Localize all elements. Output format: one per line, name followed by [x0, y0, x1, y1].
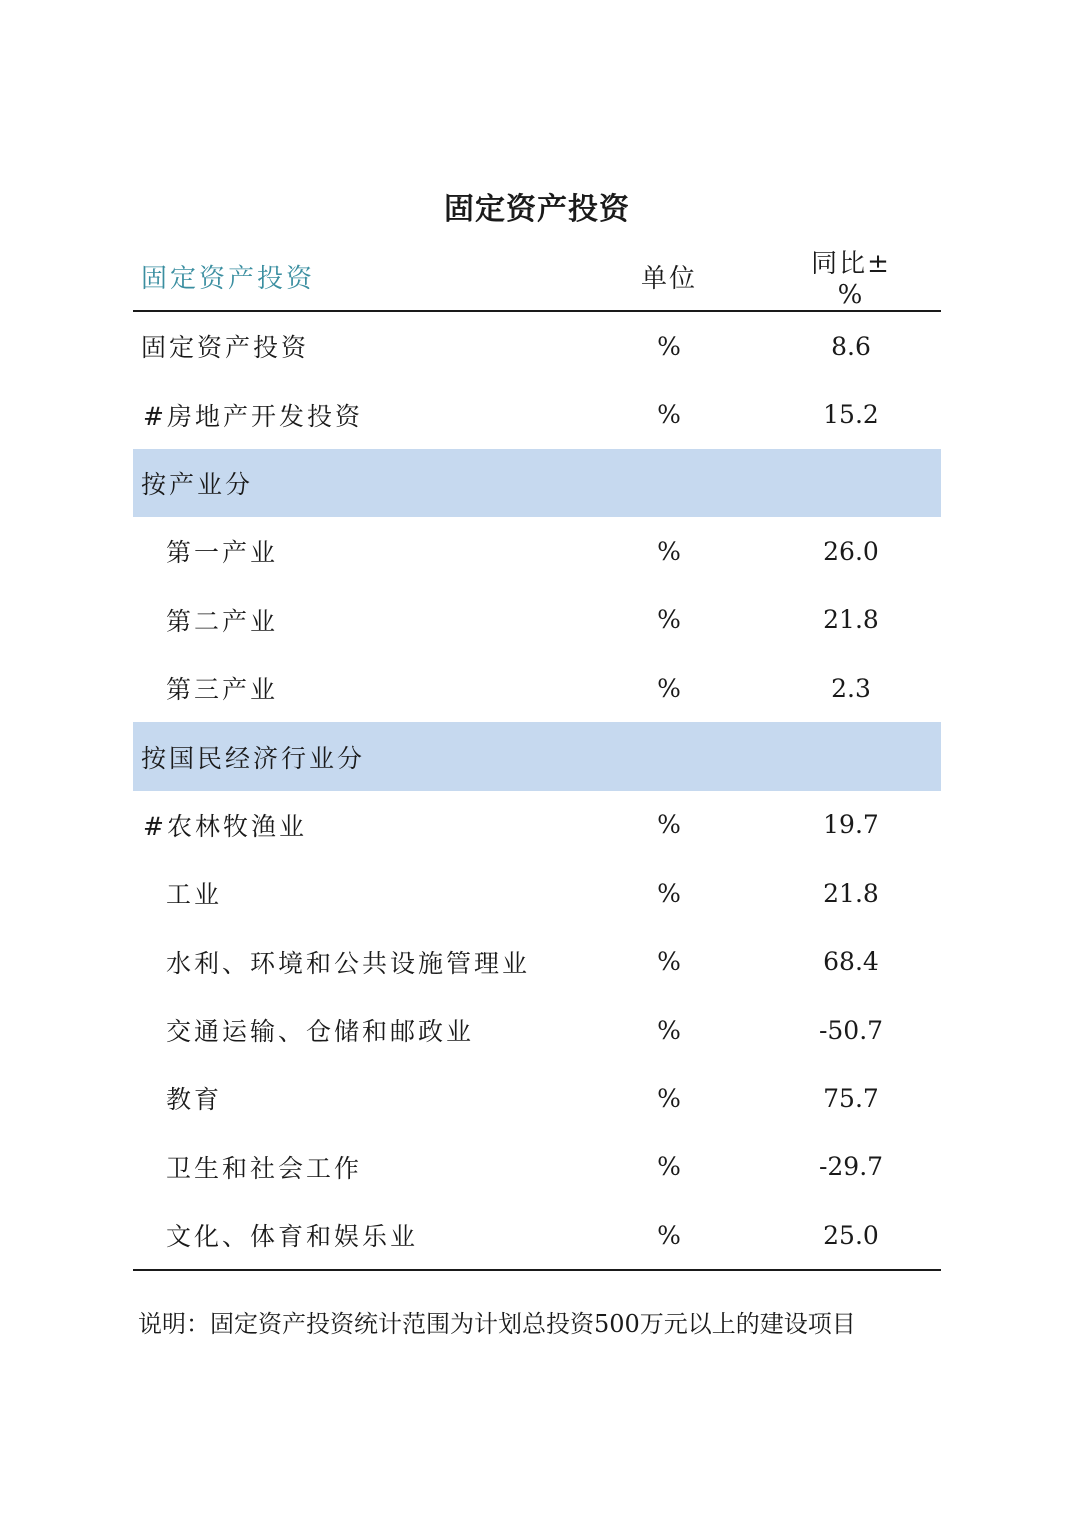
row-label: 第一产业: [166, 538, 279, 568]
row-unit: %: [657, 1015, 681, 1045]
row-unit: %: [657, 947, 681, 977]
table-row: [133, 517, 941, 585]
row-label: 第三产业: [166, 675, 279, 705]
table-body: [133, 312, 941, 1269]
row-value: 21.8: [823, 605, 879, 635]
row-unit: %: [657, 878, 681, 908]
row-value: 19.7: [823, 810, 879, 840]
header-value: 同比±%: [811, 248, 891, 310]
section-row: [133, 722, 941, 790]
row-label: 第二产业: [166, 606, 279, 636]
section-row: [133, 449, 941, 517]
row-unit: %: [657, 331, 681, 361]
row-value: -29.7: [818, 1152, 884, 1182]
table-row: [133, 380, 941, 448]
header-unit: 单位: [640, 263, 697, 294]
table-row: [133, 654, 941, 722]
row-value: 2.3: [831, 673, 871, 703]
row-unit: %: [657, 400, 681, 430]
table-row: [133, 1201, 941, 1269]
row-unit: %: [657, 1220, 681, 1250]
row-value: 8.6: [831, 331, 871, 361]
row-unit: %: [657, 1152, 681, 1182]
row-label: 按国民经济行业分: [141, 743, 366, 773]
table-row: [133, 586, 941, 654]
table-row: [133, 1133, 941, 1201]
table-row: [133, 928, 941, 996]
table-row: [133, 312, 941, 380]
row-value: 21.8: [823, 878, 879, 908]
row-unit: %: [657, 536, 681, 566]
row-label: 教育: [166, 1085, 223, 1115]
row-unit: %: [657, 605, 681, 635]
row-value: 25.0: [823, 1220, 879, 1250]
table-row: [133, 859, 941, 927]
row-unit: %: [657, 1083, 681, 1113]
row-value: 26.0: [823, 536, 879, 566]
row-label: 固定资产投资: [141, 333, 310, 363]
row-label: 文化、体育和娱乐业: [166, 1222, 419, 1252]
page-title: 固定资产投资: [444, 192, 630, 227]
row-label: 按产业分: [141, 469, 254, 499]
table-row: [133, 1064, 941, 1132]
table-row: [133, 791, 941, 859]
row-label: 卫生和社会工作: [166, 1153, 363, 1183]
row-value: 68.4: [823, 947, 879, 977]
row-value: 15.2: [823, 400, 879, 430]
row-unit: %: [657, 810, 681, 840]
row-label: 水利、环境和公共设施管理业: [166, 948, 531, 978]
row-label: #房地产开发投资: [143, 401, 363, 431]
table-bottom-rule: [133, 1269, 941, 1271]
row-label: 交通运输、仓储和邮政业: [166, 1017, 475, 1047]
table-header-row: [133, 242, 941, 312]
row-unit: %: [657, 673, 681, 703]
row-label: #农林牧渔业: [143, 811, 307, 841]
row-value: -50.7: [818, 1015, 884, 1045]
header-name: 固定资产投资: [141, 263, 316, 294]
investment-table: [133, 242, 941, 1271]
table-row: [133, 996, 941, 1064]
row-value: 75.7: [823, 1083, 879, 1113]
row-label: 工业: [166, 880, 223, 910]
footnote: 说明：固定资产投资统计范围为计划总投资500万元以上的建设项目: [138, 1310, 856, 1338]
